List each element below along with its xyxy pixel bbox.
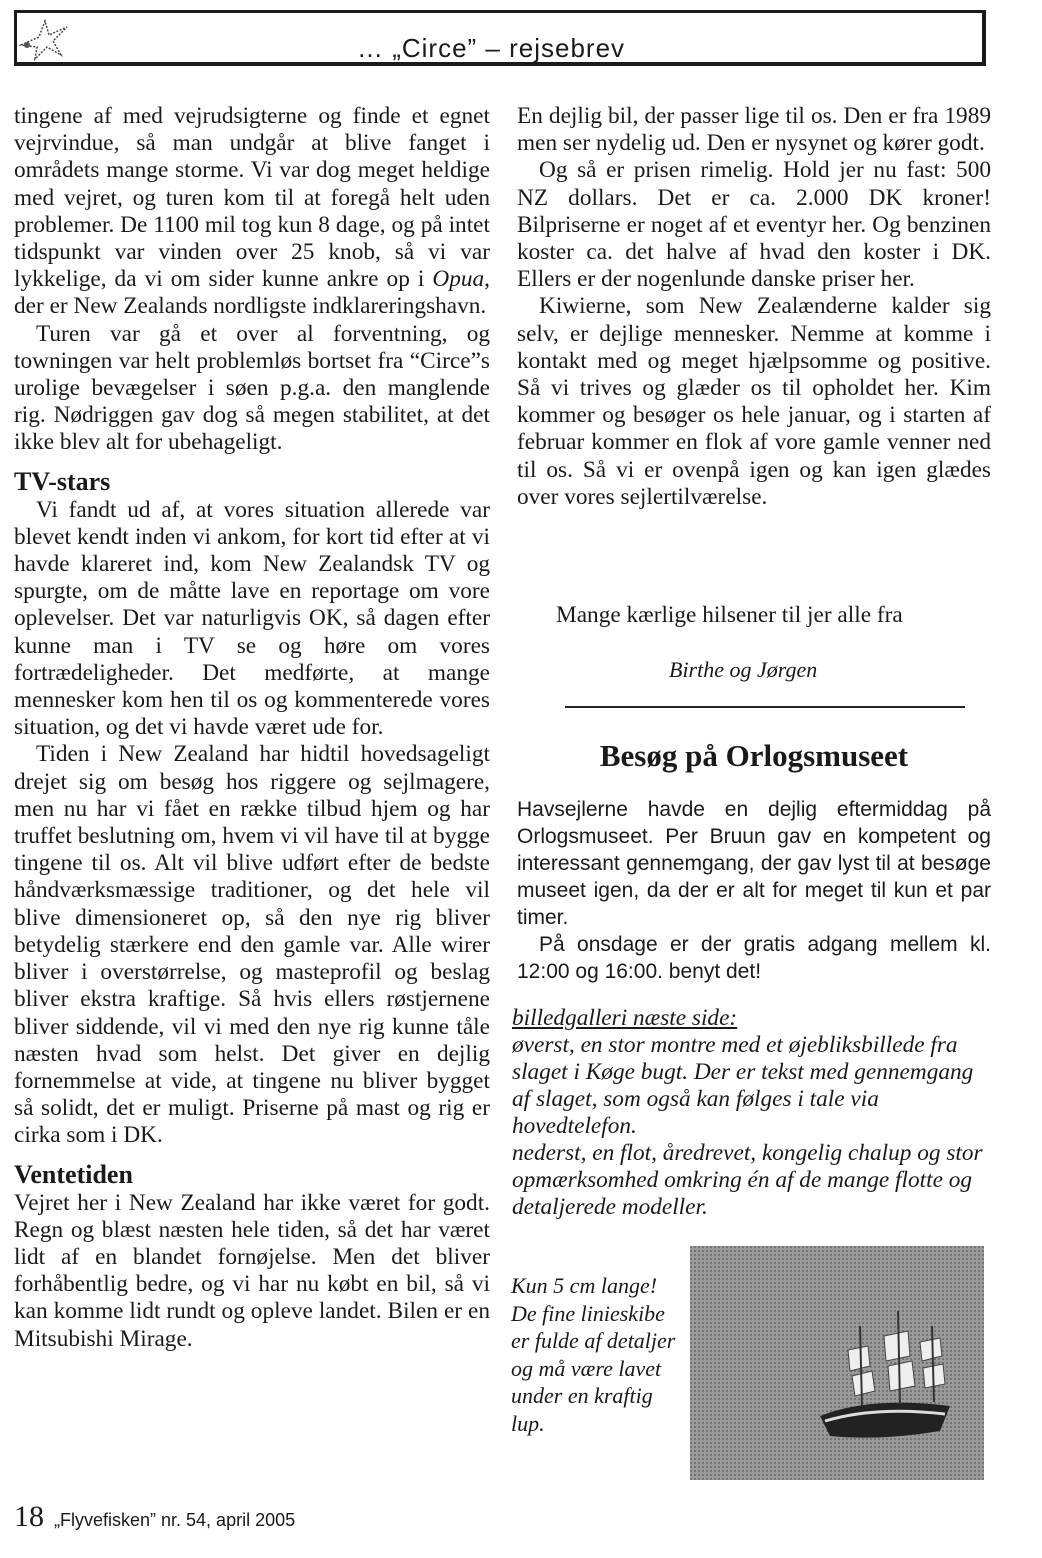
page-footer (14, 1500, 295, 1534)
section-heading-tvstars: TV-stars (14, 466, 111, 496)
paragraph: Tiden i New Zealand har hidtil hovedsageligt drejet sig om besøg hos riggere og sejlmagere, men nu har vi fået en række tilbud hjem og har truffet beslutning om, hvem vi vil have til at bygge tingene til os. Alt vil blive udført efter de bedste håndværksmæssige traditioner, og det hele vil blive dimensioneret op, så den nye rig bliver betydelig stærkere end den gamle var. Alle wirer bliver i overstørrelse, og masteprofil og beslag bliver ekstra kraftige. Så hvis ellers røstjernene bliver siddende, vil vi med den nye rig kunne tåle næsten hvad som helst. Det giver en dejlig fornemmelse at vide, at tingene nu bliver bygget så solidt, det er muligt. Priserne på mast og rig er cirka som i DK. (14, 741, 490, 1149)
paragraph: Vi fandt ud af, at vores situation allerede var blevet kendt inden vi ankom, for kort tid efter at vi havde klareret ind, kom New Zealandsk TV og spurgte, om de måtte lave en reportage om vore oplevelser. Det var naturligvis OK, så dagen efter kunne man i TV se og høre om vores fortrædeligheder. Det medførte, at mange mennesker kom hen til os og kommenterede vores situation, og det vi havde været ude for. (14, 496, 490, 741)
letter-signature: Birthe og Jørgen (669, 657, 818, 682)
page-number: 18 (14, 1500, 44, 1533)
flying-fish-logo-icon (17, 15, 73, 67)
paragraph: tingene af med vejrudsigterne og finde et egnet vejrvindue, så man undgår at blive fanget i områdets mange storme. Vi var dog meget heldige med vejret, og turen kom til at foregå helt uden problemer. De 1100 mil tog kun 8 dage, og på intet tidspunkt var vinden over 25 knob, så vi var lykkelige, da vi om sider kunne ankre op i Opua, der er New Zealands nordligste indklareringshavn. (14, 103, 490, 320)
left-column (14, 103, 490, 1353)
paragraph: Og så er prisen rimelig. Hold jer nu fast: 500 NZ dollars. Det er ca. 2.000 DK kroner! Bilpriserne er noget af et eventyr her. Og benzinen koster ca. det halve af hvad den koster i DK. Ellers er der nogenlunde danske priser her. (517, 157, 991, 293)
gallery-notes (512, 1005, 991, 1221)
publication-info: „Flyvefisken” nr. 54, april 2005 (54, 1510, 296, 1530)
paragraph: Vejret her i New Zealand har ikke været for godt. Regn og blæst næsten hele tiden, så det har været lidt af en blandet fornøjelse. Men det bliver forhåbentlig bedre, og vi har nu købt en bil, så vi kan komme lidt rundt og opleve landet. Bilen er en Mitsubishi Mirage. (14, 1189, 490, 1352)
ship-model-photo (690, 1246, 984, 1480)
paragraph: På onsdage er der gratis adgang mellem kl. 12:00 og 16:00. benyt det! (517, 933, 991, 983)
gallery-text-top: øverst, en stor montre med et øjebliksbillede fra slaget i Køge bugt. Der er tekst med gennemgang af slaget, som også kan følges i tale via hovedtelefon. (512, 1032, 974, 1139)
page-header (14, 10, 986, 66)
paragraph: Havsejlerne havde en dejlig eftermiddag på Orlogsmuseet. Per Bruun gav en kompetent og interessant gennemgang, der gav lyst til at besøge museet igen, da der er alt for meget til kun et par timer. (517, 798, 991, 929)
photo-caption: Kun 5 cm lange! De fine linieskibe er fulde af detaljer og må være lavet under en kraftig lup. (511, 1273, 676, 1436)
museum-article (517, 796, 991, 985)
gallery-heading: billedgalleri næste side: (512, 1005, 738, 1031)
section-heading-ventetiden: Ventetiden (14, 1159, 133, 1189)
header-title: … „Circe” – rejsebrev (357, 33, 626, 63)
right-column (517, 103, 991, 511)
gallery-text-bottom: nederst, en flot, åredrevet, kongelig chalup og stor opmærksomhed omkring én af de mange flotte og detaljerede modeller. (512, 1140, 983, 1220)
letter-greeting: Mange kærlige hilsener til jer alle fra (556, 602, 903, 628)
section-divider (565, 706, 965, 708)
museum-title: Besøg på Orlogsmuseet (599, 738, 909, 773)
paragraph: Kiwierne, som New Zealænderne kalder sig selv, er dejlige mennesker. Nemme at komme i kontakt med og meget hjælpsomme og positive. Så vi trives og glæder os til opholdet her. Kim kommer og besøger os hele januar, og i starten af februar kommer en flok af vore gamle venner ned til os. Så vi er ovenpå igen og kan igen glædes over vores sejlertilværelse. (517, 293, 991, 510)
paragraph: En dejlig bil, der passer lige til os. Den er fra 1989 men ser nydelig ud. Den er nysynet og kører godt. (517, 103, 991, 157)
paragraph: Turen var gå et over al forventning, og towningen var helt problemløs bortset fra “Circe”s urolige bevægelser i søen p.g.a. den manglende rig. Nødriggen gav dog så megen stabilitet, at det ikke blev alt for ubehageligt. (14, 320, 490, 456)
